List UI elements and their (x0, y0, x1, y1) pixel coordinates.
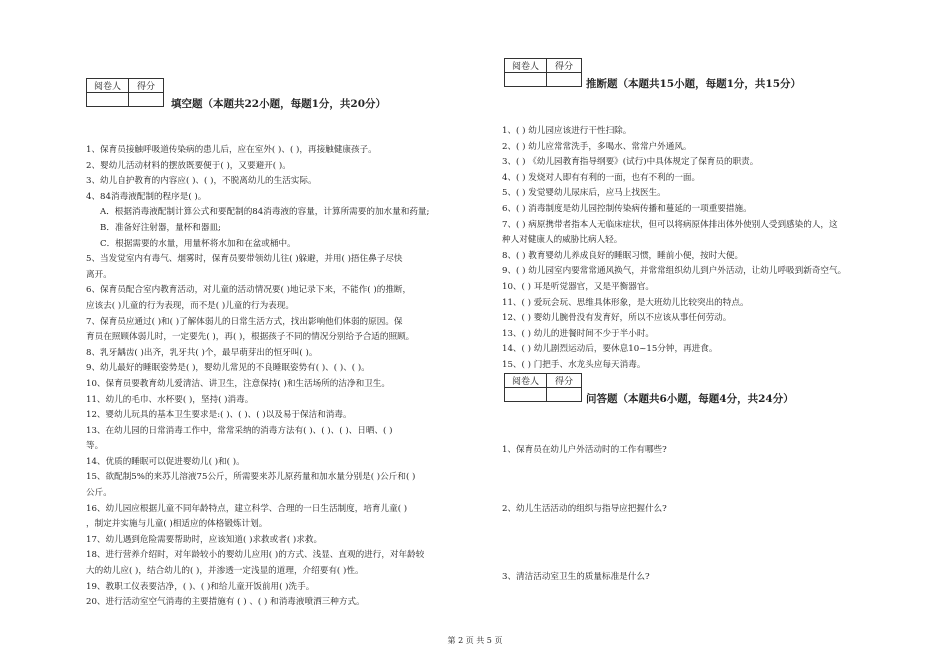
question-line: 5、( ) 发觉婴幼儿尿床后，应马上找医生。 (502, 188, 666, 199)
question-line: 2、( ) 幼儿应常常洗手，多喝水、常常户外通风。 (502, 141, 692, 152)
score-box-qa (504, 373, 582, 402)
question-line: 4、84消毒液配制的程序是( )。 (86, 191, 207, 202)
question-line: 11、幼儿的毛巾、水杯要( )，坚持( )消毒。 (86, 394, 254, 405)
score-box-judge (504, 58, 582, 87)
question-line: C．根据需要的水量，用量杯将水加和在盆或桶中。 (100, 238, 296, 249)
question-line: 等。 (86, 441, 104, 452)
question-line: 应该去( )儿童的行为表现，而不是( )儿童的行为表现。 (86, 300, 294, 311)
question-line: 9、幼儿最好的睡眠姿势是( )，婴幼儿常见的不良睡眠姿势有( )、( )、( )。 (86, 363, 370, 374)
question-line: 1、保育员接触呼吸道传染病的患儿后，应在室外( )、( )，再接触健康孩子。 (86, 145, 377, 155)
section-title-judge: 推断题（本题共15小题，每题1分，共15分） (586, 78, 802, 90)
question-line: 10、保育员要教育幼儿爱清洁、讲卫生，注意保持( )和生活场所的洁净和卫生。 (86, 378, 390, 389)
score-box-fill (86, 78, 164, 107)
question-line: 13、在幼儿园的日常消毒工作中，常常采纳的消毒方法有( )、( )、( )、日晒、( ) (86, 425, 393, 436)
question-line: 12、( ) 婴幼儿腕骨没有发育好，所以不应该从事任何劳动。 (502, 313, 732, 324)
score-label: 得分 (547, 59, 582, 73)
question-line: 12、婴幼儿玩具的基本卫生要求是:( )、( )、( )以及易于保洁和消毒。 (86, 410, 352, 421)
judge-questions (502, 124, 897, 374)
question-line: 7、保育员应通过( )和( )了解体弱儿的日常生活方式，找出影响他们体弱的原因。保 (86, 316, 403, 327)
question-line: 19、教职工仪表要洁净，( )、( )和给儿童开饭前用( )洗手。 (86, 581, 315, 592)
question-line: 育员在照顾体弱儿时，一定要先( )，再( )，根据孩子不同的情况分别给予合适的照顾。 (86, 332, 415, 343)
question-line: 5、当发觉室内有毒气、烟雾时，保育员要带领幼儿往( )躲避，并用( )捂住鼻子尽快 (86, 254, 403, 265)
question-line: 7、( ) 病原携带者指本人无临床症状，但可以将病原体排出体外使别人受到感染的人，这 (502, 219, 838, 230)
question-line: 14、优质的睡眠可以促进婴幼儿( )和( )。 (86, 456, 245, 467)
question-line: 9、( ) 幼儿园室内要常常通风换气，并常常组织幼儿到户外活动，让幼儿呼吸到新奇空气。 (502, 266, 847, 277)
grader-label: 阅卷人 (87, 79, 129, 93)
question-line: 4、( ) 发烧对人即有有利的一面，也有不利的一面。 (502, 172, 701, 183)
question-line: 2、婴幼儿活动材料的摆放既要便于( )，又要避开( )。 (86, 160, 291, 171)
score-label: 得分 (547, 374, 582, 388)
qa-question-2: 2、幼儿生活活动的组织与指导应把握什么? (502, 504, 667, 514)
page-footer: 第 2 页 共 5 页 (447, 636, 503, 645)
question-line: 14、( ) 幼儿剧烈运动后，要休息10~15分钟，再进食。 (502, 344, 718, 355)
question-line: 18、进行营养介绍时，对年龄较小的婴幼儿应用( )的方式、浅显、直观的进行，对年龄较 (86, 550, 425, 561)
question-line: 3、( ) 《幼儿园教育指导纲要》(试行)中具体规定了保育员的职责。 (502, 157, 759, 168)
question-line: 13、( ) 幼儿的进餐时间不少于半小时。 (502, 328, 655, 339)
grader-label: 阅卷人 (505, 59, 547, 73)
question-line: 8、( ) 教育婴幼儿养成良好的睡眠习惯，睡前小便，按时大便。 (502, 250, 744, 261)
qa-question-3: 3、清洁活动室卫生的质量标准是什么? (502, 572, 650, 582)
question-line: 6、保育员配合室内教育活动，对儿童的活动情况要( )地记录下来，不能作( )的推断， (86, 285, 412, 296)
question-line: 11、( ) 爱玩会玩、思维具体形象，是大班幼儿比较突出的特点。 (502, 297, 749, 308)
score-label: 得分 (129, 79, 164, 93)
qa-question-1: 1、保育员在幼儿户外活动时的工作有哪些? (502, 445, 667, 455)
question-line: 种人对健康人的威胁比病人轻。 (502, 235, 623, 246)
question-line: 1、( ) 幼儿园应该进行干性扫除。 (502, 126, 632, 136)
fill-blank-questions (86, 143, 476, 611)
question-line: B．准备好注射器，量杯和器皿; (100, 222, 221, 233)
question-line: 3、幼儿自护教育的内容应( )、( )，不脱离幼儿的生活实际。 (86, 176, 317, 187)
question-line: 17、幼儿遇到危险需要帮助时，应该知道( )求救或者( )求救。 (86, 534, 323, 545)
grader-label: 阅卷人 (505, 374, 547, 388)
question-line: 16、幼儿园应根据儿童不同年龄特点，建立科学、合理的一日生活制度，培育儿童( ) (86, 503, 408, 514)
question-line: 15、欲配制5%的来苏儿溶液75公斤，所需要来苏儿原药量和加水量分别是( )公斤和( ) (86, 472, 416, 483)
question-line: 8、乳牙龋齿( )出齐，乳牙共( )个，最早萌芽出的恒牙叫( )。 (86, 347, 318, 358)
section-title-fill-blank: 填空题（本题共22小题，每题1分，共20分） (171, 98, 387, 110)
section-title-qa: 问答题（本题共6小题，每题4分，共24分） (586, 393, 794, 405)
question-line: 6、( ) 消毒制度是幼儿园控制传染病传播和蔓延的一项重要措施。 (502, 203, 752, 214)
question-line: A．根据消毒液配制计算公式和要配制的84消毒液的容量，计算所需要的加水量和药量; (100, 207, 430, 218)
question-line: ，制定并实施与儿童( )相适应的体格锻炼计划。 (86, 519, 268, 530)
question-line: 10、( ) 耳是听觉器官，又是平衡器官。 (502, 281, 655, 292)
question-line: 20、进行活动室空气消毒的主要措施有 ( ) 、( ) 和消毒液喷洒三种方式。 (86, 597, 365, 608)
question-line: 离开。 (86, 269, 112, 280)
question-line: 大的幼儿应( )，结合幼儿的( )，并渗透一定浅显的道理，介绍要有( )性。 (86, 566, 364, 577)
question-line: 公斤。 (86, 488, 112, 499)
question-line: 15、( ) 门把手、水龙头应每天消毒。 (502, 359, 646, 370)
